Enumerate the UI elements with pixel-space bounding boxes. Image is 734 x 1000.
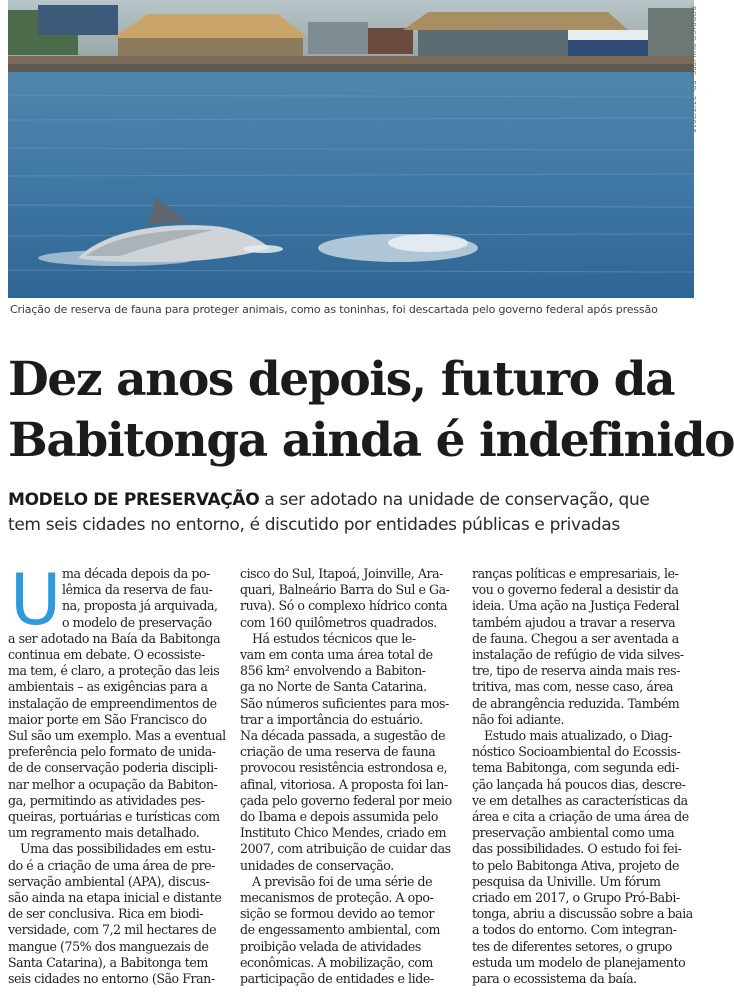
article-line: ga no Norte de Santa Catarina.	[240, 679, 427, 695]
article-line: o modelo de preservação	[62, 614, 212, 630]
article-line: Sul são um exemplo. Mas a eventual	[8, 728, 226, 744]
article-line: versidade, com 7,2 mil hectares de	[8, 922, 217, 938]
article-line: não foi adiante.	[472, 711, 565, 727]
article-line: lêmica da reserva de fau-	[62, 582, 213, 598]
article-line: ideia. Uma ação na Justiça Federal	[472, 598, 679, 614]
article-line: de de conservação poderia discipli-	[8, 760, 218, 776]
dolphin-photo-illustration	[8, 0, 694, 298]
article-line: pesquisa da Univille. Um fórum	[472, 873, 661, 889]
deck-line-2: tem seis cidades no entorno, é discutido por entidades públicas e privadas	[8, 515, 620, 535]
article-line: ma década depois da po-	[62, 566, 210, 581]
article-line: nar melhor a ocupação da Babiton-	[8, 776, 218, 792]
article-line: área e cita a criação de uma área de	[472, 809, 689, 825]
article-line: maior porte em São Francisco do	[8, 711, 207, 727]
article-line: instalação de refúgio de vida silves-	[472, 647, 684, 663]
article-line: Instituto Chico Mendes, criado em	[240, 825, 447, 841]
article-line: ambientais – as exigências para a	[8, 679, 208, 695]
article-line: com 160 quilômetros quadrados.	[240, 614, 437, 630]
article-line: Santa Catarina), a Babitonga tem	[8, 954, 208, 970]
article-line: servação ambiental (APA), discus-	[8, 873, 210, 889]
article-line: proibição velada de atividades	[240, 938, 421, 954]
article-line: cisco do Sul, Itapoá, Joinville, Ara-	[240, 566, 443, 581]
deck-subheading	[8, 488, 702, 538]
article-line: tre, tipo de reserva ainda mais res-	[472, 663, 680, 679]
article-line: A previsão foi de uma série de	[252, 873, 433, 889]
article-line: São números suficientes para mos-	[240, 695, 449, 711]
article-line: quari, Balneário Barra do Sul e Ga-	[240, 582, 450, 598]
article-line: Há estudos técnicos que le-	[252, 630, 416, 646]
article-line: a ser adotado na Baía da Babitonga	[8, 630, 221, 646]
article-line: tes de diferentes setores, o grupo	[472, 938, 672, 954]
article-column-2	[240, 566, 462, 987]
article-line: de fauna. Chegou a ser aventada a	[472, 630, 679, 646]
article-line: nóstico Socioambiental do Ecossis-	[472, 744, 681, 760]
article-line: preservação ambiental como uma	[472, 825, 675, 841]
article-line: do Ibama e depois assumida pelo	[240, 809, 439, 825]
photo-credit: RODRIGO PHILIPPS, BD, 27/7/2015	[689, 6, 697, 134]
article-line: Na década passada, a sugestão de	[240, 728, 446, 744]
article-line: estuda um modelo de planejamento	[472, 954, 686, 970]
article-line: ma tem, é claro, a proteção das leis	[8, 663, 220, 679]
article-line: to pelo Babitonga Ativa, projeto de	[472, 857, 679, 873]
article-line: ga, permitindo as atividades pes-	[8, 792, 205, 808]
article-line: Uma das possibilidades em estu-	[20, 841, 216, 857]
article-line: 856 km² envolvendo a Babiton-	[240, 663, 426, 679]
article-line: de engessamento ambiental, com	[240, 922, 440, 938]
article-line: mecanismos de proteção. A opo-	[240, 890, 434, 906]
headline-line-1: Dez anos depois, futuro da	[8, 352, 675, 407]
article-line: sição se formou devido ao temor	[240, 906, 434, 922]
article-line: continua em debate. O ecossiste-	[8, 647, 205, 663]
article-line: tritiva, mas com, nesse caso, área	[472, 679, 674, 695]
article-line: tonga, abriu a discussão sobre a baia	[472, 906, 693, 922]
article-line: mangue (75% dos manguezais de	[8, 938, 209, 954]
article-photo	[8, 0, 694, 298]
article-line: criado em 2017, o Grupo Pró-Babi-	[472, 890, 680, 906]
article-line: preferência pelo formato de unida-	[8, 744, 216, 760]
deck-kicker: MODELO DE PRESERVAÇÃO	[8, 490, 260, 510]
article-line: vou o governo federal a desistir da	[472, 582, 679, 598]
article-line: queiras, portuárias e turísticas com	[8, 809, 220, 825]
article-column-3	[472, 566, 698, 987]
article-line: participação de entidades e lide-	[240, 971, 434, 987]
article-line: ve em detalhes as características da	[472, 792, 688, 808]
photo-caption: Criação de reserva de fauna para proteger animais, como as toninhas, foi descartada pelo governo federal após pressão	[10, 303, 658, 316]
article-line: vam em conta uma área total de	[240, 647, 433, 663]
article-line: criação de uma reserva de fauna	[240, 744, 436, 760]
article-line: para o ecossistema da baía.	[472, 971, 637, 987]
article-line: trar a importância do estuário.	[240, 711, 423, 727]
deck-line-1-text: a ser adotado na unidade de conservação, que	[264, 490, 650, 510]
article-line: das possibilidades. O estudo foi fei-	[472, 841, 682, 857]
article-line: unidades de conservação.	[240, 857, 394, 873]
article-line: também ajudou a travar a reserva	[472, 614, 676, 630]
article-line: na, proposta já arquivada,	[62, 598, 218, 614]
article-line: çada pelo governo federal por meio	[240, 792, 452, 808]
article-line: de ser conclusiva. Rica em biodi-	[8, 906, 204, 922]
article-line: ruva). Só o complexo hídrico conta	[240, 598, 448, 614]
article-line: de abrangência reduzida. Também	[472, 695, 680, 711]
headline	[8, 349, 734, 471]
article-line: são ainda na etapa inicial e distante	[8, 890, 222, 906]
article-line: provocou resistência estrondosa e,	[240, 760, 448, 776]
headline-line-2: Babitonga ainda é indefinido	[8, 413, 734, 468]
article-line: um regramento mais detalhado.	[8, 825, 200, 841]
article-line: econômicas. A mobilização, com	[240, 954, 433, 970]
deck-line-1	[8, 488, 702, 513]
article-line: ranças políticas e empresariais, le-	[472, 566, 679, 581]
article-line: Estudo mais atualizado, o Diag-	[484, 728, 673, 744]
article-line: seis cidades no entorno (São Fran-	[8, 971, 215, 987]
article-line: instalação de empreendimentos de	[8, 695, 217, 711]
article-column-1	[8, 566, 230, 987]
article-line: ção lançada há poucos dias, descre-	[472, 776, 686, 792]
article-line: afinal, vitoriosa. A proposta foi lan-	[240, 776, 448, 792]
article-line: a todos do entorno. Com integran-	[472, 922, 677, 938]
article-line: tema Babitonga, com segunda edi-	[472, 760, 679, 776]
dropcap-text: U	[10, 559, 62, 641]
article-line: do é a criação de uma área de pre-	[8, 857, 215, 873]
article-line: 2007, com atribuição de cuidar das	[240, 841, 451, 857]
